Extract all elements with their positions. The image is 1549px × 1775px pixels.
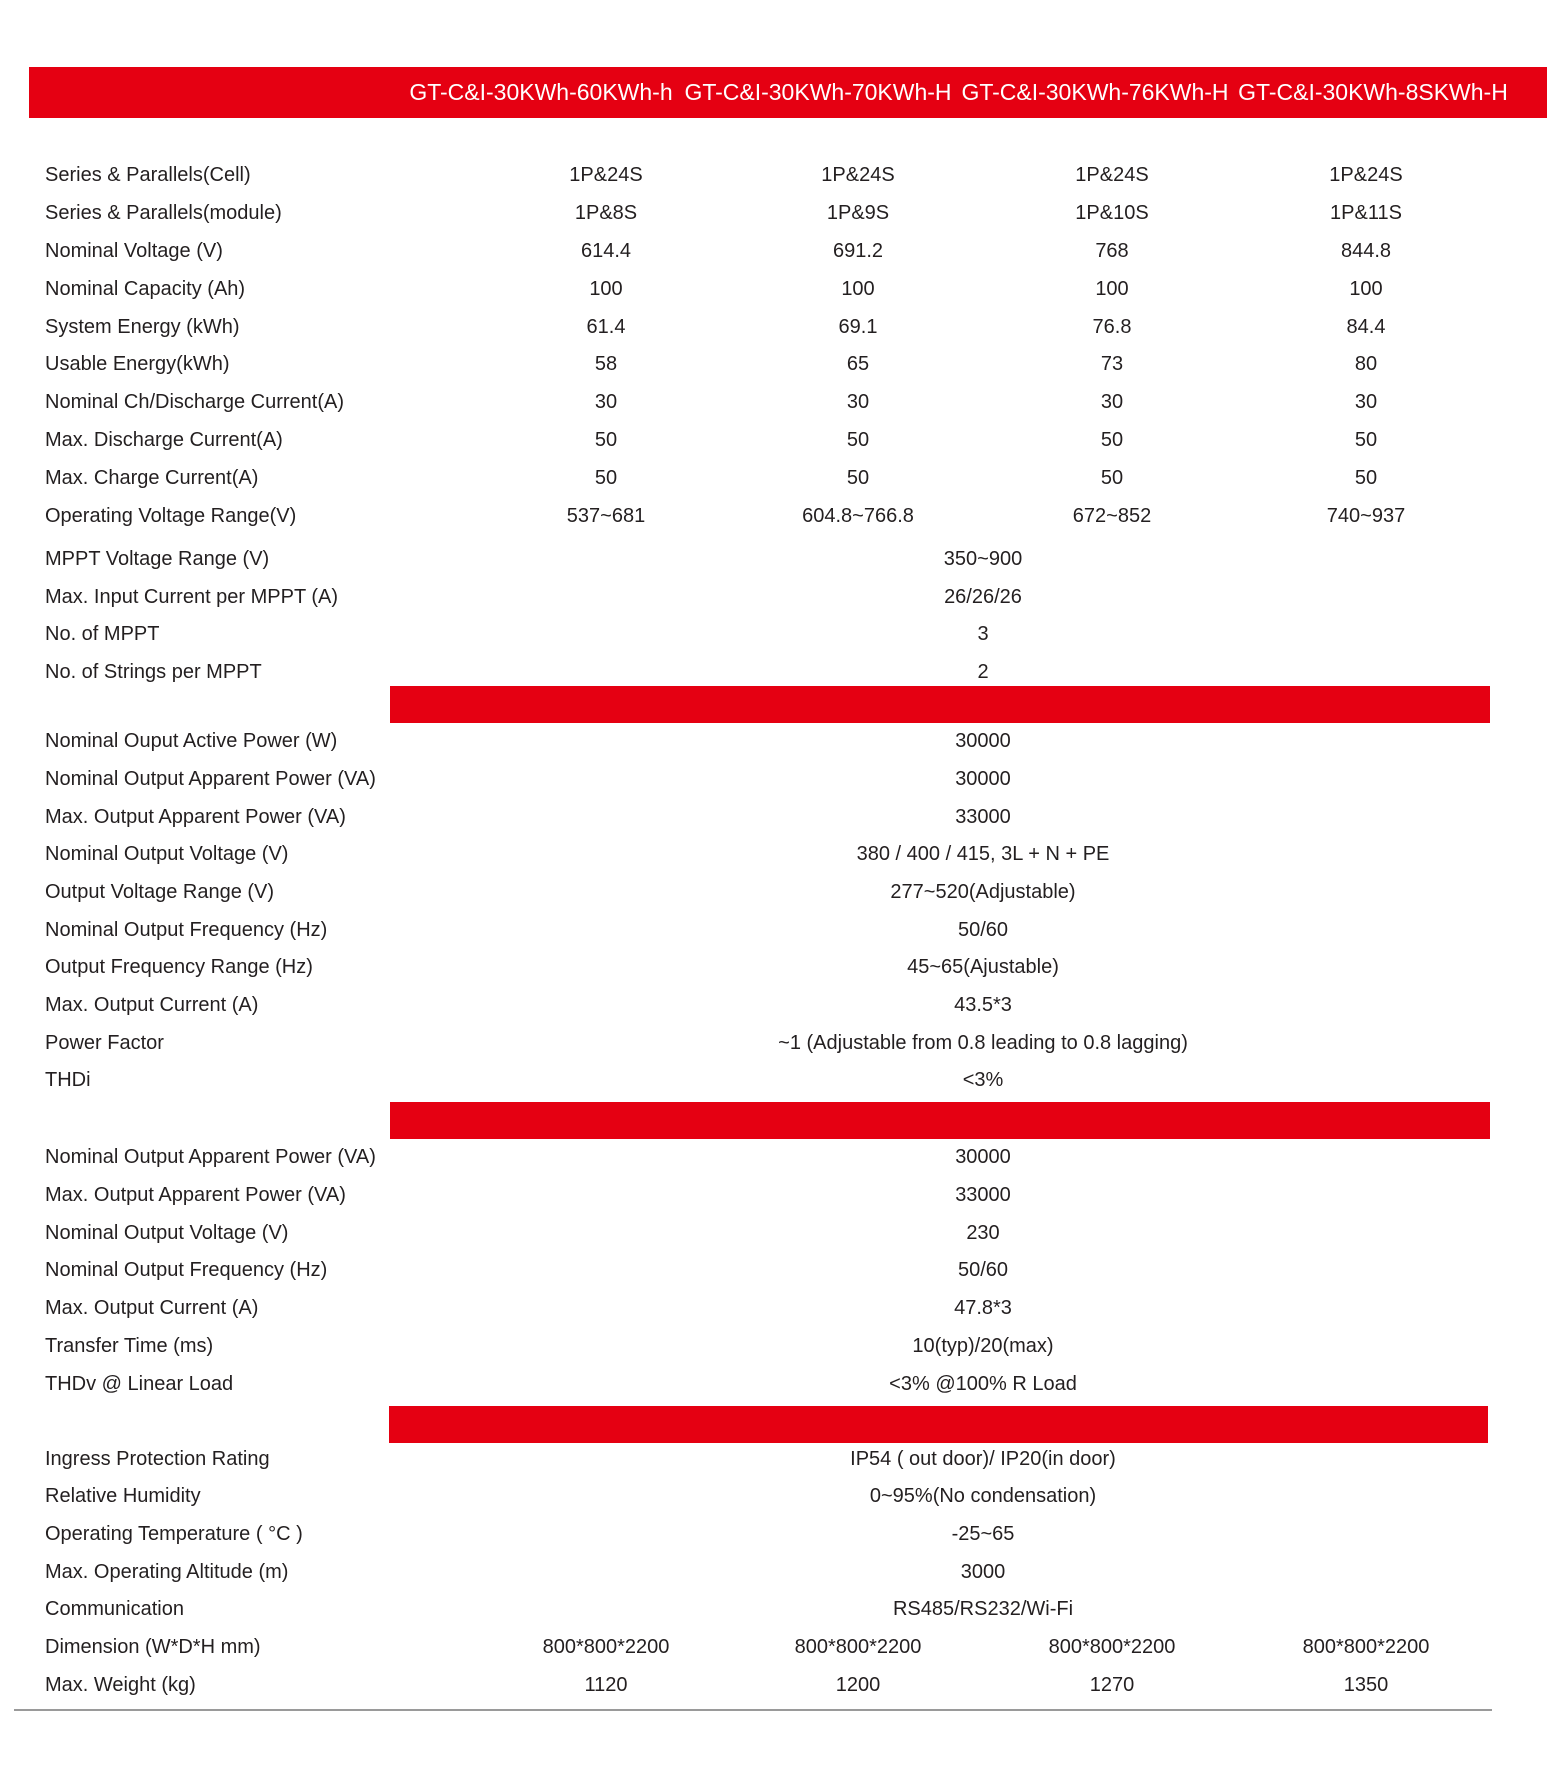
row-value-model-3: 50	[1100, 467, 1124, 489]
section-divider-bar-1	[390, 686, 1490, 723]
table-row	[0, 657, 1549, 687]
row-label: Output Voltage Range (V)	[45, 881, 275, 903]
row-value-shared: IP54 ( out door)/ IP20(in door)	[850, 1448, 1116, 1470]
row-label: Max. Discharge Current(A)	[45, 429, 283, 451]
row-label: Nominal Output Frequency (Hz)	[45, 919, 328, 941]
row-label: Power Factor	[45, 1032, 164, 1054]
table-row	[0, 312, 1549, 342]
row-value-model-3: 30	[1100, 391, 1124, 413]
row-label: Ingress Protection Rating	[45, 1448, 270, 1470]
row-value-model-3: 50	[1100, 429, 1124, 451]
row-value-shared: 3	[977, 623, 989, 645]
row-value-shared: 47.8*3	[954, 1297, 1012, 1319]
section-divider-bar-3	[389, 1406, 1488, 1443]
row-value-model-2: 1P&9S	[826, 202, 890, 224]
row-label: Max. Weight (kg)	[45, 1674, 196, 1696]
row-value-model-4: 50	[1354, 429, 1378, 451]
table-row	[0, 198, 1549, 228]
row-value-shared: 277~520(Adjustable)	[890, 881, 1076, 903]
row-label: Output Frequency Range (Hz)	[45, 956, 313, 978]
row-label: Max. Input Current per MPPT (A)	[45, 586, 339, 608]
table-row	[0, 1028, 1549, 1058]
table-row	[0, 501, 1549, 531]
row-value-shared: 230	[966, 1222, 1000, 1244]
row-value-model-2: 65	[846, 353, 870, 375]
row-value-model-2: 1200	[835, 1674, 881, 1696]
table-row	[0, 726, 1549, 756]
table-row	[0, 990, 1549, 1020]
row-value-model-4: 30	[1354, 391, 1378, 413]
row-label: Nominal Capacity (Ah)	[45, 278, 246, 300]
model-header-1: GT-C&I-30KWh-60KWh-h	[409, 79, 673, 105]
row-value-model-1: 537~681	[566, 505, 646, 527]
table-row	[0, 1293, 1549, 1323]
row-value-shared: 3000	[960, 1561, 1006, 1583]
row-value-model-3: 800*800*2200	[1048, 1636, 1176, 1658]
row-value-model-2: 1P&24S	[821, 164, 895, 186]
row-value-model-2: 30	[846, 391, 870, 413]
row-value-shared: 45~65(Ajustable)	[907, 956, 1059, 978]
row-label: THDv @ Linear Load	[45, 1373, 234, 1395]
row-label: Nominal Voltage (V)	[45, 240, 223, 262]
row-value-model-2: 604.8~766.8	[802, 505, 914, 527]
table-row	[0, 764, 1549, 794]
row-value-model-2: 50	[846, 467, 870, 489]
row-value-model-1: 614.4	[580, 240, 632, 262]
row-value-model-4: 844.8	[1340, 240, 1392, 262]
row-value-shared: <3%	[962, 1069, 1004, 1091]
row-label: Nominal Ouput Active Power (W)	[45, 730, 338, 752]
table-row	[0, 839, 1549, 869]
row-value-model-3: 1P&24S	[1075, 164, 1149, 186]
row-value-model-3: 768	[1095, 240, 1129, 262]
row-value-shared: 350~900	[943, 548, 1023, 570]
row-value-shared: -25~65	[951, 1523, 1015, 1545]
row-label: Operating Temperature ( °C )	[45, 1523, 303, 1545]
row-value-model-1: 30	[594, 391, 618, 413]
header-bar	[29, 67, 1547, 118]
table-row	[0, 1444, 1549, 1474]
row-value-model-1: 1P&24S	[569, 164, 643, 186]
table-row	[0, 160, 1549, 190]
row-value-model-4: 1P&11S	[1330, 202, 1402, 224]
table-row	[0, 619, 1549, 649]
table-row	[0, 802, 1549, 832]
table-row	[0, 1255, 1549, 1285]
row-value-model-3: 1270	[1089, 1674, 1135, 1696]
row-label: Operating Voltage Range(V)	[45, 505, 297, 527]
row-value-model-1: 800*800*2200	[542, 1636, 670, 1658]
row-value-model-4: 80	[1354, 353, 1378, 375]
table-row	[0, 236, 1549, 266]
row-label: Series & Parallels(module)	[45, 202, 282, 224]
row-label: Transfer Time (ms)	[45, 1335, 214, 1357]
row-value-shared: 380 / 400 / 415, 3L + N + PE	[856, 843, 1110, 865]
row-label: Max. Output Current (A)	[45, 994, 259, 1016]
row-value-shared: 50/60	[957, 1259, 1009, 1281]
model-header-4: GT-C&I-30KWh-8SKWh-H	[1238, 79, 1508, 105]
row-label: Usable Energy(kWh)	[45, 353, 230, 375]
row-value-model-4: 1P&24S	[1329, 164, 1403, 186]
row-label: Max. Charge Current(A)	[45, 467, 259, 489]
row-label: System Energy (kWh)	[45, 316, 240, 338]
table-row	[0, 1180, 1549, 1210]
table-row	[0, 915, 1549, 945]
row-value-model-1: 1120	[584, 1674, 628, 1696]
row-value-shared: RS485/RS232/Wi-Fi	[892, 1598, 1074, 1620]
row-value-model-2: 50	[846, 429, 870, 451]
row-value-shared: 0~95%(No condensation)	[869, 1485, 1097, 1507]
table-row	[0, 582, 1549, 612]
table-row	[0, 1142, 1549, 1172]
row-value-model-4: 84.4	[1346, 316, 1386, 338]
row-label: Nominal Output Voltage (V)	[45, 843, 289, 865]
table-row	[0, 463, 1549, 493]
row-label: Nominal Output Apparent Power (VA)	[45, 768, 376, 790]
row-label: Dimension (W*D*H mm)	[45, 1636, 261, 1658]
table-row	[0, 544, 1549, 574]
row-value-model-3: 73	[1100, 353, 1124, 375]
table-row	[0, 1065, 1549, 1095]
row-label: Relative Humidity	[45, 1485, 201, 1507]
row-value-model-2: 100	[841, 278, 875, 300]
row-value-shared: ~1 (Adjustable from 0.8 leading to 0.8 lagging)	[778, 1032, 1188, 1054]
row-value-shared: 26/26/26	[944, 586, 1022, 608]
table-row	[0, 952, 1549, 982]
row-value-model-4: 100	[1349, 278, 1383, 300]
row-value-shared: <3% @100% R Load	[889, 1373, 1077, 1395]
row-label: Series & Parallels(Cell)	[45, 164, 251, 186]
row-label: Communication	[45, 1598, 184, 1620]
table-row	[0, 425, 1549, 455]
row-value-model-3: 76.8	[1092, 316, 1132, 338]
row-label: Max. Output Current (A)	[45, 1297, 259, 1319]
row-value-shared: 30000	[955, 1146, 1011, 1168]
model-header-2: GT-C&I-30KWh-70KWh-H	[684, 79, 952, 105]
row-value-shared: 50/60	[957, 919, 1009, 941]
row-value-model-1: 50	[594, 429, 618, 451]
table-row	[0, 1331, 1549, 1361]
row-label: No. of Strings per MPPT	[45, 661, 262, 683]
row-value-model-2: 69.1	[838, 316, 878, 338]
table-row	[0, 387, 1549, 417]
row-value-model-1: 1P&8S	[574, 202, 638, 224]
row-value-shared: 43.5*3	[954, 994, 1012, 1016]
table-row	[0, 1557, 1549, 1587]
row-label: Nominal Output Voltage (V)	[45, 1222, 289, 1244]
row-value-model-3: 100	[1095, 278, 1129, 300]
row-label: Max. Operating Altitude (m)	[45, 1561, 289, 1583]
row-label: No. of MPPT	[45, 623, 160, 645]
row-value-shared: 30000	[955, 768, 1011, 790]
row-label: MPPT Voltage Range (V)	[45, 548, 270, 570]
row-value-shared: 2	[977, 661, 989, 683]
row-value-shared: 33000	[955, 806, 1011, 828]
row-value-model-1: 58	[594, 353, 618, 375]
row-value-model-3: 1P&10S	[1075, 202, 1149, 224]
table-row	[0, 1670, 1549, 1700]
section-divider-bar-2	[390, 1102, 1490, 1139]
table-row	[0, 274, 1549, 304]
row-label: Nominal Output Apparent Power (VA)	[45, 1146, 376, 1168]
row-value-model-1: 61.4	[586, 316, 626, 338]
table-row	[0, 1218, 1549, 1248]
row-label: THDi	[45, 1069, 91, 1091]
row-label: Nominal Output Frequency (Hz)	[45, 1259, 328, 1281]
row-value-model-3: 672~852	[1072, 505, 1152, 527]
row-value-model-4: 1350	[1343, 1674, 1389, 1696]
table-row	[0, 877, 1549, 907]
table-row	[0, 1632, 1549, 1662]
row-value-model-2: 691.2	[832, 240, 884, 262]
row-value-shared: 33000	[955, 1184, 1011, 1206]
row-value-model-1: 100	[589, 278, 623, 300]
row-value-shared: 10(typ)/20(max)	[912, 1335, 1054, 1357]
table-row	[0, 1481, 1549, 1511]
row-value-model-4: 740~937	[1326, 505, 1406, 527]
row-label: Max. Output Apparent Power (VA)	[45, 1184, 346, 1206]
row-value-model-4: 50	[1354, 467, 1378, 489]
bottom-rule	[14, 1709, 1492, 1711]
table-row	[0, 1594, 1549, 1624]
row-value-shared: 30000	[955, 730, 1011, 752]
table-row	[0, 349, 1549, 379]
row-value-model-2: 800*800*2200	[794, 1636, 922, 1658]
row-label: Nominal Ch/Discharge Current(A)	[45, 391, 344, 413]
table-row	[0, 1369, 1549, 1399]
row-value-model-4: 800*800*2200	[1302, 1636, 1430, 1658]
table-row	[0, 1519, 1549, 1549]
model-header-3: GT-C&I-30KWh-76KWh-H	[961, 79, 1229, 105]
row-label: Max. Output Apparent Power (VA)	[45, 806, 346, 828]
row-value-model-1: 50	[594, 467, 618, 489]
